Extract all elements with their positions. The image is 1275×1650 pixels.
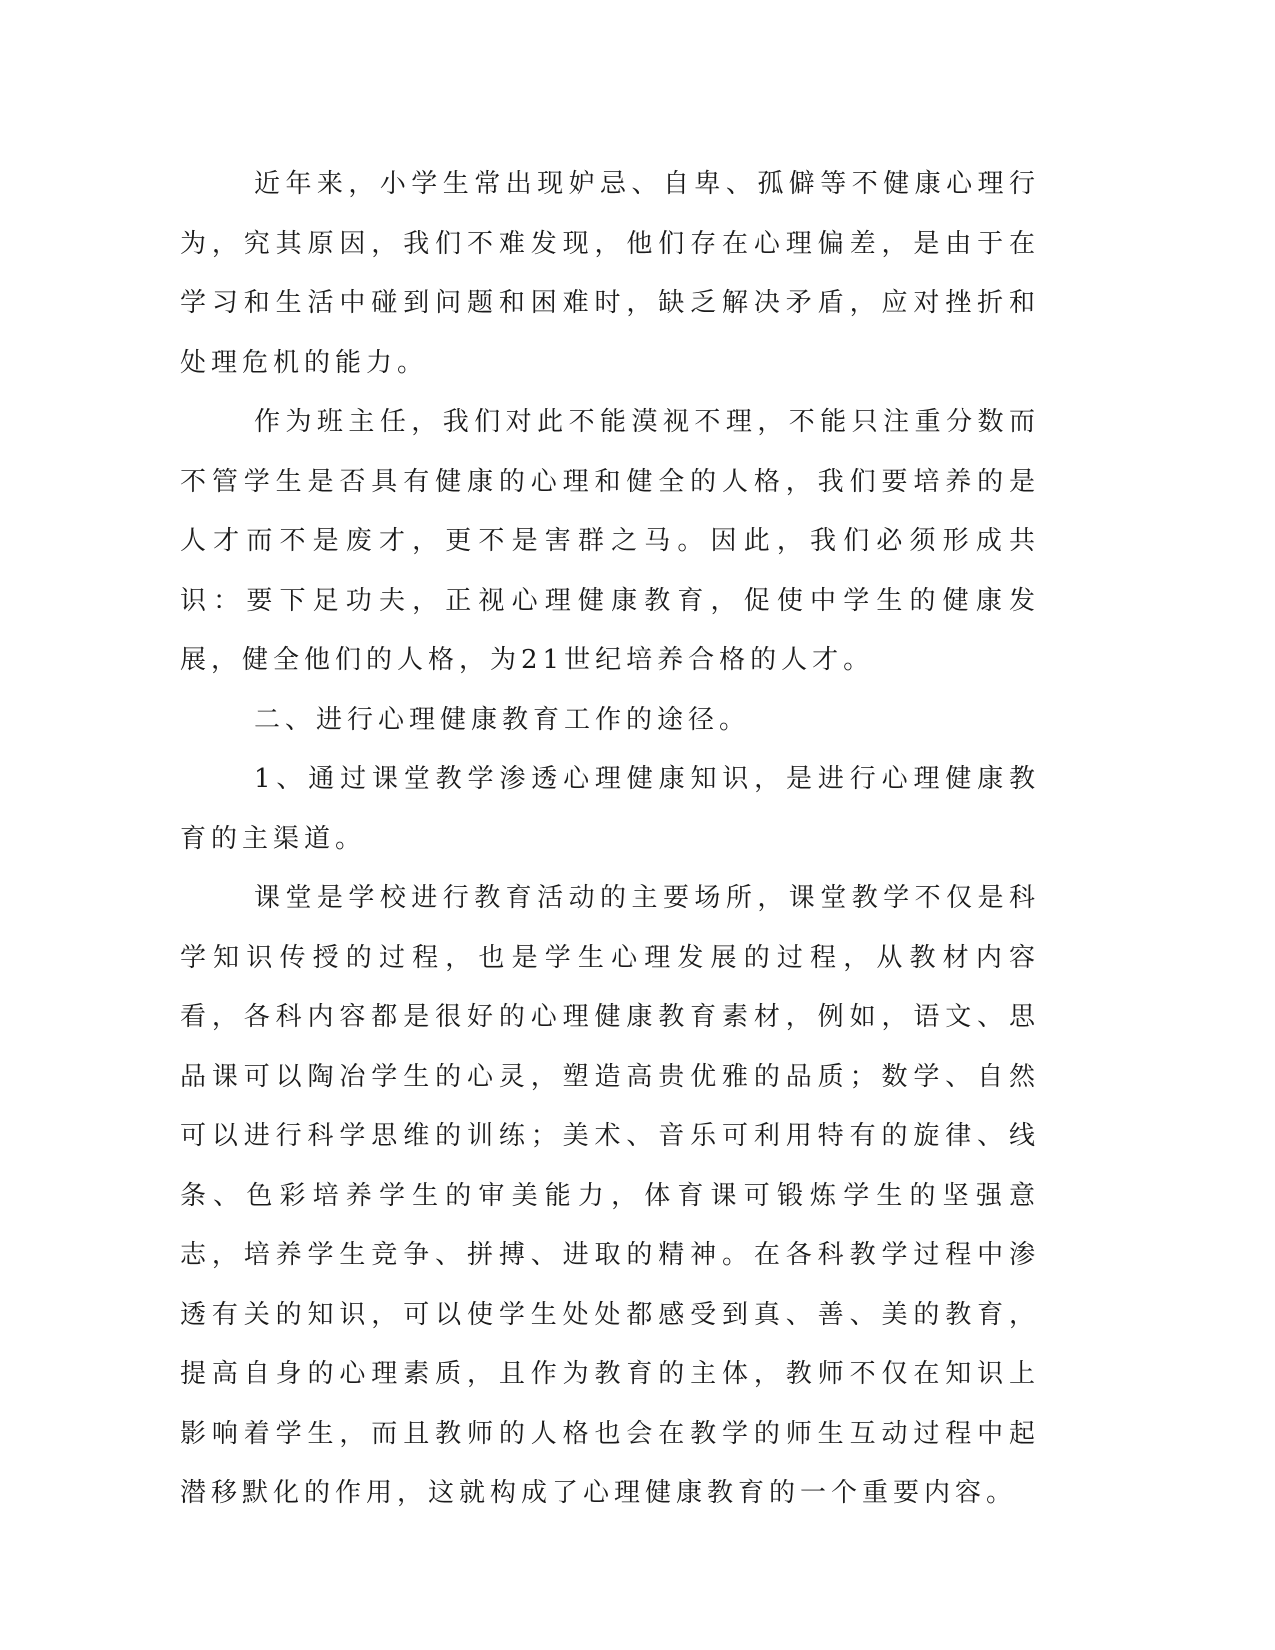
paragraph-1: 近年来，小学生常出现妒忌、自卑、孤僻等不健康心理行为，究其原因，我们不难发现，他们存在心理偏差，是由于在学习和生活中碰到问题和困难时，缺乏解决矛盾，应对挫折和处理危机的能力。 [180,169,1040,378]
section-heading: 二、进行心理健康教育工作的途径。 [254,704,751,735]
subsection-heading: 1、通过课堂教学渗透心理健康知识，是进行心理健康教育的主渠道。 [180,764,1040,854]
document-body [180,155,1040,1524]
paragraph-2: 作为班主任，我们对此不能漠视不理，不能只注重分数而不管学生是否具有健康的心理和健全的人格，我们要培养的是人才而不是废才，更不是害群之马。因此，我们必须形成共识：要下足功夫，正视心理健康教育，促使中学生的健康发展，健全他们的人格，为21世纪培养合格的人才。 [180,407,1040,675]
paragraph-3: 课堂是学校进行教育活动的主要场所，课堂教学不仅是科学知识传授的过程，也是学生心理发展的过程，从教材内容看，各科内容都是很好的心理健康教育素材，例如，语文、思品课可以陶冶学生的心灵，塑造高贵优雅的品质；数学、自然可以进行科学思维的训练；美术、音乐可利用特有的旋律、线条、色彩培养学生的审美能力，体育课可锻炼学生的坚强意志，培养学生竞争、拼搏、进取的精神。在各科教学过程中渗透有关的知识，可以使学生处处都感受到真、善、美的教育，提高自身的心理素质，且作为教育的主体，教师不仅在知识上影响着学生，而且教师的人格也会在教学的师生互动过程中起潜移默化的作用，这就构成了心理健康教育的一个重要内容。 [180,883,1040,1508]
